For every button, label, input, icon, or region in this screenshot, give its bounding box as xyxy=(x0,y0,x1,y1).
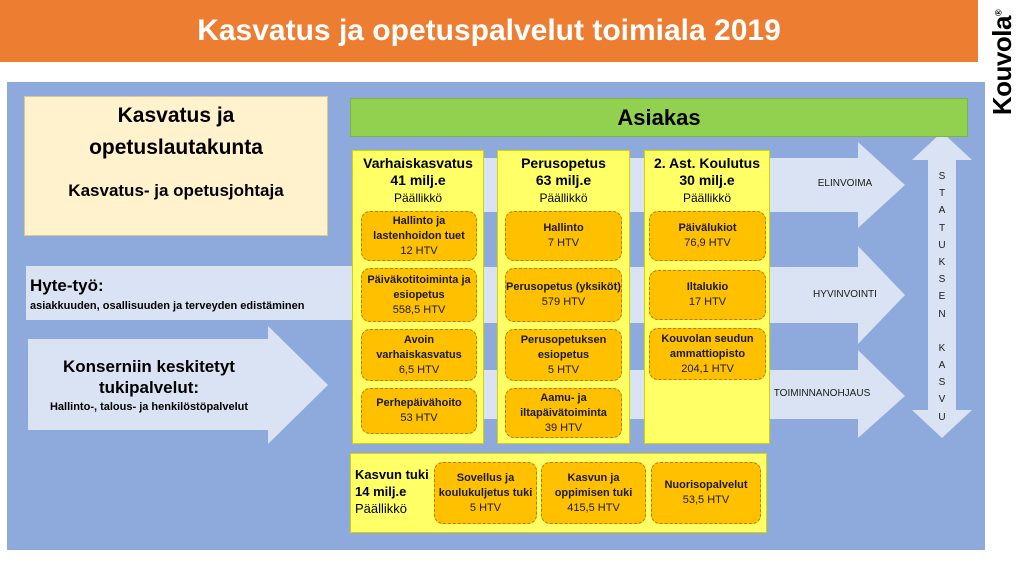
kouvola-logo: Kouvola® xyxy=(987,9,1018,115)
arrow-letter: E xyxy=(938,291,946,303)
hyte-title: Hyte-työ: xyxy=(30,276,104,295)
arrow-letter: S xyxy=(938,274,946,286)
unit-box xyxy=(361,211,477,261)
unit-box xyxy=(505,329,622,381)
column-lead: Päällikkö xyxy=(539,191,588,205)
unit-staff: 17 HTV xyxy=(688,296,727,308)
outcome-label-elinvoima: ELINVOIMA xyxy=(817,178,873,189)
arrow-letter: S xyxy=(938,377,946,389)
column-lead: Päällikkö xyxy=(393,191,443,205)
growth-support-name: Kasvun tuki xyxy=(355,467,429,482)
arrow-letter: V xyxy=(938,394,946,406)
column-name: 2. Ast. Koulutus xyxy=(653,155,761,171)
unit-name: Aamu- ja iltapäivätoiminta xyxy=(520,391,607,419)
unit-box xyxy=(434,462,537,524)
unit-name: Iltalukio xyxy=(686,281,729,293)
hyte-block xyxy=(30,276,304,312)
unit-staff: 12 HTV xyxy=(400,244,438,257)
unit-name: Kouvolan seudun ammattiopisto xyxy=(661,332,754,360)
unit-staff: 6,5 HTV xyxy=(398,363,440,376)
unit-staff: 5 HTV xyxy=(469,501,502,514)
unit-box xyxy=(505,268,622,322)
unit-name: Avoin varhaiskasvatus xyxy=(376,333,462,361)
unit-name: Päivälukiot xyxy=(678,222,737,234)
unit-staff: 39 HTV xyxy=(544,421,583,434)
customer-label: Asiakas xyxy=(617,104,701,130)
unit-staff: 53,5 HTV xyxy=(682,494,730,506)
board-box xyxy=(24,96,328,236)
unit-staff: 415,5 HTV xyxy=(567,501,620,514)
outcome-label-hyvinvointi: HYVINVOINTI xyxy=(813,289,877,300)
unit-box xyxy=(361,268,477,322)
unit-name: Sovellus ja koulukuljetus tuki xyxy=(438,471,533,499)
column-name: Varhaiskasvatus xyxy=(363,155,473,171)
unit-staff: 579 HTV xyxy=(541,296,586,308)
column-lead: Päällikkö xyxy=(682,191,732,205)
page-title: Kasvatus ja opetuspalvelut toimiala 2019 xyxy=(197,14,781,47)
unit-box xyxy=(505,211,622,261)
unit-name: Kasvun ja oppimisen tuki xyxy=(554,471,633,499)
unit-name: Perusopetuksen esiopetus xyxy=(520,333,607,361)
unit-staff: 204,1 HTV xyxy=(681,362,734,375)
growth-support-budget: 14 milj.e xyxy=(355,484,407,499)
unit-box xyxy=(361,388,477,434)
unit-box xyxy=(361,329,477,381)
unit-box xyxy=(649,211,766,261)
support-line1: Konserniin keskitetyt xyxy=(63,357,235,376)
arrow-letter: T xyxy=(938,188,946,200)
arrow-letter xyxy=(930,323,954,340)
arrow-letter: K xyxy=(938,257,946,269)
outcome-label-toiminnanohjaus: TOIMINNANOHJAUS xyxy=(773,388,871,399)
unit-name: Nuorisopalvelut xyxy=(664,479,748,491)
arrow-letter: T xyxy=(938,222,946,234)
hyte-subtitle: asiakkuuden, osallisuuden ja terveyden edistäminen xyxy=(30,300,305,312)
arrow-letter: A xyxy=(938,205,946,217)
logo-text: Kouvola xyxy=(987,15,1018,115)
column-budget: 30 milj.e xyxy=(679,172,735,188)
board-subtitle: Kasvatus- ja opetusjohtaja xyxy=(68,181,284,200)
growth-support-lead: Päällikkö xyxy=(355,501,408,516)
support-line2: tukipalvelut: xyxy=(98,378,200,397)
unit-name: Päiväkotitoiminta ja esiopetus xyxy=(367,273,471,301)
unit-name: Hallinto xyxy=(543,222,584,234)
board-title-line2: opetuslautakunta xyxy=(89,136,263,159)
column-name: Perusopetus xyxy=(521,155,606,171)
unit-staff: 53 HTV xyxy=(400,412,438,424)
unit-box xyxy=(505,388,622,438)
unit-staff: 558,5 HTV xyxy=(392,303,446,316)
arrow-letter: S xyxy=(938,171,946,182)
unit-staff: 5 HTV xyxy=(547,363,580,376)
arrow-letter: N xyxy=(938,308,946,320)
unit-box xyxy=(649,270,766,320)
arrow-letter: A xyxy=(938,360,946,372)
unit-box xyxy=(649,328,766,380)
unit-name: Hallinto ja lastenhoidon tuet xyxy=(373,214,465,242)
unit-staff: 7 HTV xyxy=(547,237,580,249)
support-block xyxy=(30,356,268,413)
unit-box xyxy=(651,462,761,524)
arrow-letter: U xyxy=(938,239,946,251)
arrow-letter: U xyxy=(938,411,946,423)
unit-name: Perhepäivähoito xyxy=(376,397,462,409)
statuksen-kasvu-label xyxy=(930,168,954,426)
support-sub: Hallinto-, talous- ja henkilöstöpalvelut xyxy=(49,401,249,413)
unit-staff: 76,9 HTV xyxy=(684,237,731,249)
arrow-letter: K xyxy=(938,342,946,354)
column-budget: 63 milj.e xyxy=(535,172,592,188)
unit-box xyxy=(541,462,646,524)
unit-name: Perusopetus (yksiköt) xyxy=(506,281,621,293)
customer-bar xyxy=(350,98,968,137)
column-budget: 41 milj.e xyxy=(390,172,446,188)
board-title-line1: Kasvatus ja xyxy=(117,104,235,127)
